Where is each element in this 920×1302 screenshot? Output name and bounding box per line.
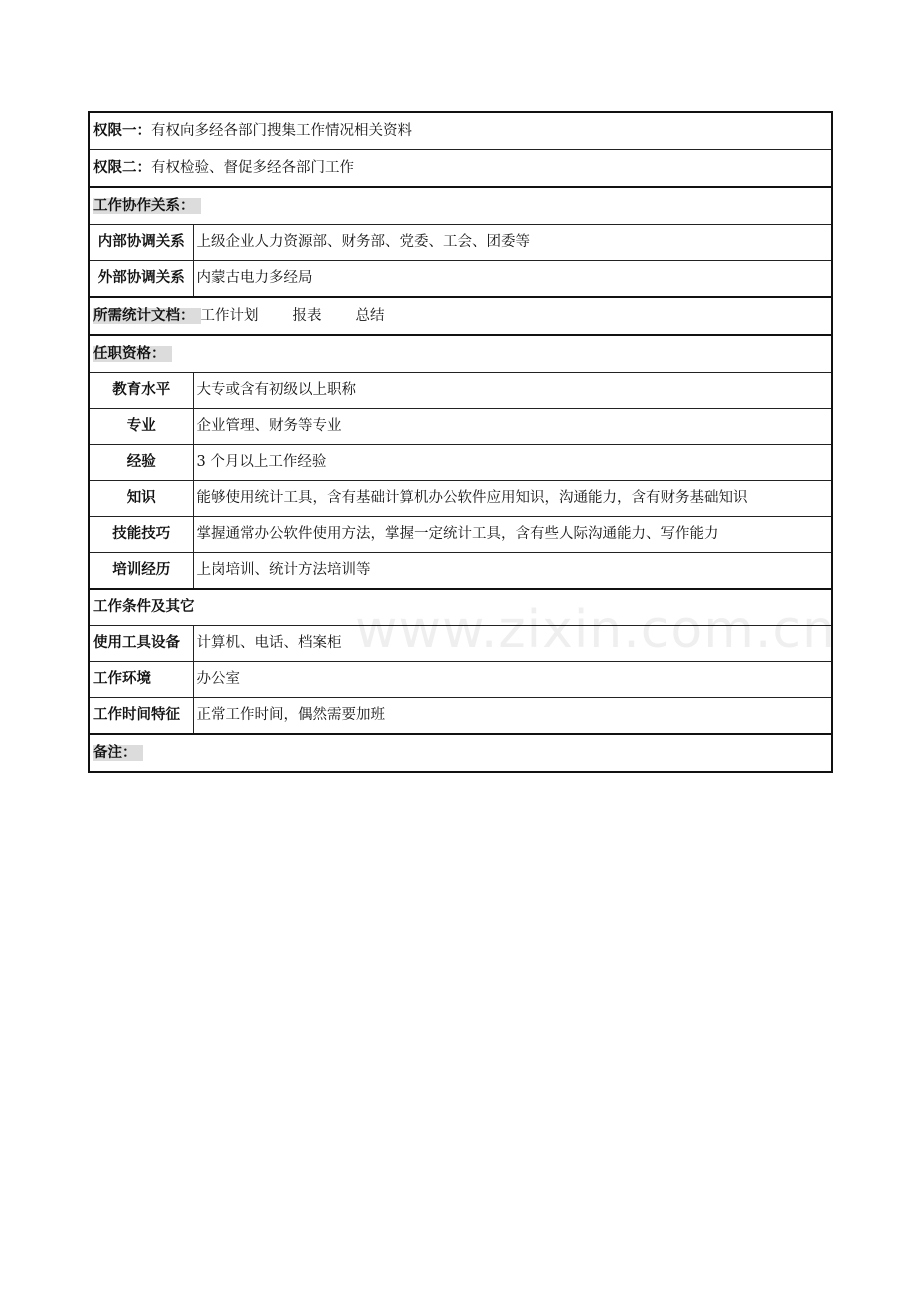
qualification-label-knowledge: 知识 <box>89 481 193 517</box>
condition-row-hours <box>89 698 832 735</box>
authority-label-1: 权限一： <box>93 123 151 139</box>
documents-cell <box>89 297 832 335</box>
conditions-header: 工作条件及其它 <box>89 589 832 626</box>
qualification-value-training: 上岗培训、统计方法培训等 <box>193 553 832 590</box>
qualifications-header-row <box>89 335 832 373</box>
condition-row-environment <box>89 662 832 698</box>
qualification-value-major: 企业管理、财务等专业 <box>193 409 832 445</box>
documents-row <box>89 297 832 335</box>
condition-label-environment: 工作环境 <box>89 662 193 698</box>
condition-value-tools: 计算机、电话、档案柜 <box>193 626 832 662</box>
authority-row-2 <box>89 150 832 188</box>
remarks-cell <box>89 734 832 772</box>
relations-value-internal: 上级企业人力资源部、财务部、党委、工会、团委等 <box>193 225 832 261</box>
authority-cell-1 <box>89 112 832 150</box>
qualifications-header-cell <box>89 335 832 373</box>
authority-row-1 <box>89 112 832 150</box>
relations-label-external: 外部协调关系 <box>89 261 193 298</box>
remarks-label: 备注： <box>93 745 143 761</box>
qualification-row-knowledge <box>89 481 832 517</box>
qualification-value-experience: 3 个月以上工作经验 <box>193 445 832 481</box>
authority-label-2: 权限二： <box>93 160 151 176</box>
watermark: www.zixin.com.cn <box>355 600 836 660</box>
relations-header-row <box>89 187 832 225</box>
authority-text-1: 有权向多经各部门搜集工作情况相关资料 <box>151 123 412 139</box>
condition-label-hours: 工作时间特征 <box>89 698 193 735</box>
relations-value-external: 内蒙古电力多经局 <box>193 261 832 298</box>
documents-item-1: 工作计划 <box>200 308 259 324</box>
qualification-row-education <box>89 373 832 409</box>
relations-row-external <box>89 261 832 298</box>
job-description-table-wrapper <box>88 111 833 773</box>
authority-cell-2 <box>89 150 832 188</box>
condition-value-environment: 办公室 <box>193 662 832 698</box>
qualification-label-education: 教育水平 <box>89 373 193 409</box>
qualification-row-training <box>89 553 832 590</box>
relations-label-internal: 内部协调关系 <box>89 225 193 261</box>
qualification-label-major: 专业 <box>89 409 193 445</box>
documents-item-2: 报表 <box>292 308 322 324</box>
qualification-label-training: 培训经历 <box>89 553 193 590</box>
documents-item-3: 总结 <box>355 308 385 324</box>
qualifications-header: 任职资格： <box>93 346 172 362</box>
qualification-row-major <box>89 409 832 445</box>
condition-label-tools: 使用工具设备 <box>89 626 193 662</box>
relations-header-cell <box>89 187 832 225</box>
remarks-row <box>89 734 832 772</box>
documents-label: 所需统计文档： <box>93 308 201 324</box>
job-description-table <box>88 111 833 773</box>
qualification-label-experience: 经验 <box>89 445 193 481</box>
relations-row-internal <box>89 225 832 261</box>
relations-header: 工作协作关系： <box>93 198 201 214</box>
condition-value-hours: 正常工作时间，偶然需要加班 <box>193 698 832 735</box>
authority-text-2: 有权检验、督促多经各部门工作 <box>151 160 354 176</box>
qualification-row-skills <box>89 517 832 553</box>
qualification-value-education: 大专或含有初级以上职称 <box>193 373 832 409</box>
qualification-label-skills: 技能技巧 <box>89 517 193 553</box>
condition-row-tools <box>89 626 832 662</box>
qualification-row-experience <box>89 445 832 481</box>
qualification-value-skills: 掌握通常办公软件使用方法，掌握一定统计工具，含有些人际沟通能力、写作能力 <box>193 517 832 553</box>
qualification-value-knowledge: 能够使用统计工具，含有基础计算机办公软件应用知识，沟通能力，含有财务基础知识 <box>193 481 832 517</box>
conditions-header-row <box>89 589 832 626</box>
